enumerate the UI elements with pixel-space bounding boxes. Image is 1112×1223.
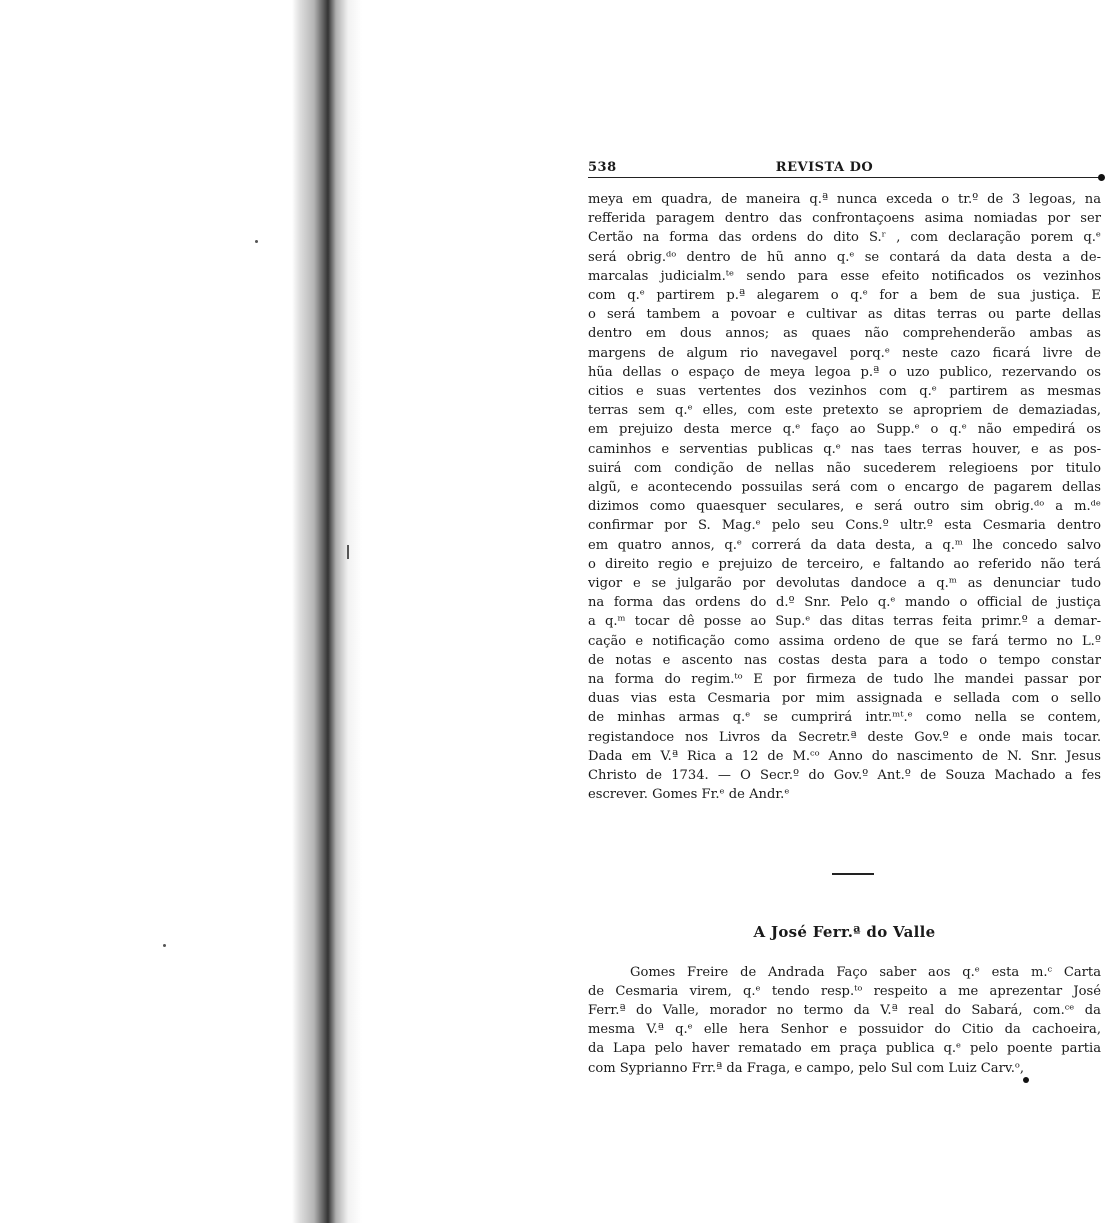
section-heading: A José Ferr.ª do Valle [753, 922, 936, 941]
text-line: hũa dellas o espaço de meya legoa p.ª o uzo publico, rezervando os [588, 364, 1101, 380]
text-line: caminhos e serventias publicas q.ᵉ nas taes terras houver, e as pos- [588, 441, 1101, 457]
text-line: Certão na forma das ordens do dito S.ʳ , com declaração porem q.ᵉ [588, 230, 1101, 246]
text-line: na forma do regim.ᵗᵒ E por firmeza de tudo lhe mandei passar por [588, 672, 1101, 688]
text-line: terras sem q.ᵉ elles, com este pretexto se apropriem de demaziadas, [588, 403, 1101, 419]
text-line: marcalas judicialm.ᵗᵉ sendo para esse efeito notificados os vezinhos [588, 268, 1101, 284]
running-title: REVISTA DO [775, 160, 874, 175]
text-line: da Lapa pelo haver rematado em praça publica q.ᵉ pelo poente partia [588, 1041, 1101, 1057]
text-line: mesma V.ª q.ᵉ elle hera Senhor e possuidor do Citio da cachoeira, [588, 1022, 1101, 1038]
text-line: Dada em V.ª Rica a 12 de M.ᶜᵒ Anno do nascimento de N. Snr. Jesus [588, 748, 1101, 764]
text-line: o será tambem a povoar e cultivar as ditas terras ou parte dellas [588, 307, 1101, 323]
binding-shadow [292, 0, 362, 1223]
text-line: Ferr.ª do Valle, morador no termo da V.ª real do Sabará, com.ᶜᵉ da [588, 1002, 1101, 1018]
book-page [588, 160, 1101, 1078]
text-line: dentro em dous annos; as quaes não comprehenderão ambas as [588, 326, 1101, 342]
text-line: Christo de 1734. — O Secr.º do Gov.º Ant.º de Souza Machado a fes [588, 768, 1101, 784]
body-paragraph [588, 190, 1101, 805]
text-line: com q.ᵉ partirem p.ª alegarem o q.ᵉ for a bem de sua justiça. E [588, 288, 1101, 304]
text-line: meya em quadra, de maneira q.ª nunca exceda o tr.º de 3 legoas, na [588, 192, 1101, 207]
scan-speck [163, 944, 166, 947]
text-line: na forma das ordens do d.º Snr. Pelo q.ᵉ mando o official de justiça [588, 595, 1101, 611]
text-line: dizimos como quaesquer seculares, e será outro sim obrig.ᵈᵒ a m.ᵈᵉ [588, 499, 1101, 515]
text-line: refferida paragem dentro das confrontaçoens asima nomiadas por ser [588, 211, 1101, 227]
text-line: em quatro annos, q.ᵉ correrá da data desta, a q.ᵐ lhe concedo salvo [588, 537, 1101, 553]
text-line: com Syprianno Frr.ª da Fraga, e campo, pelo Sul com Luiz Carv.ᵒ, [588, 1060, 1025, 1076]
text-line: cação e notificação como assima ordeno de que se fará termo no L.º [588, 633, 1101, 649]
section-paragraph [588, 963, 1101, 1078]
page-ink-dot [1023, 1077, 1029, 1083]
text-line: em prejuizo desta merce q.ᵉ faço ao Supp.ᵉ o q.ᵉ não empedirá os [588, 422, 1101, 438]
scan-speck [255, 240, 258, 243]
text-line: citios e suas vertentes dos vezinhos com q.ᵉ partirem as mesmas [588, 384, 1101, 400]
text-line: algũ, e acontecendo possuilas será com o encargo de pagarem dellas [588, 480, 1101, 496]
page-number: 538 [588, 160, 617, 175]
text-line: escrever. Gomes Fr.ᵉ de Andr.ᵉ [588, 787, 790, 803]
text-line: margens de algum rio navegavel porq.ᵉ neste cazo ficará livre de [588, 345, 1101, 361]
text-line: Gomes Freire de Andrada Faço saber aos q.ᵉ esta m.ᶜ Carta [630, 964, 1101, 980]
text-line: duas vias esta Cesmaria por mim assignada e sellada com o sello [588, 691, 1101, 707]
text-line: será obrig.ᵈᵒ dentro de hũ anno q.ᵉ se contará da data desta a de- [588, 249, 1101, 265]
text-line: a q.ᵐ tocar dê posse ao Sup.ᵉ das ditas terras feita primr.º a demar- [588, 614, 1101, 630]
text-line: suirá com condição de nellas não sucederem relegioens por titulo [588, 460, 1101, 476]
header-rule-end-dot [1098, 174, 1105, 181]
text-line: de notas e ascento nas costas desta para a todo o tempo constar [588, 652, 1101, 668]
text-line: registandoce nos Livros da Secretr.ª deste Gov.º e onde mais tocar. [588, 729, 1101, 745]
text-line: o direito regio e prejuizo de terceiro, e faltando ao referido não terá [588, 556, 1101, 572]
text-line: vigor e se julgarão por devolutas dandoce a q.ᵐ as denunciar tudo [588, 576, 1101, 592]
section-separator [832, 873, 874, 875]
text-line: de Cesmaria virem, q.ᵉ tendo resp.ᵗᵒ respeito a me aprezentar José [588, 983, 1101, 999]
text-line: confirmar por S. Mag.ᵉ pelo seu Cons.º ultr.º esta Cesmaria dentro [588, 518, 1101, 534]
scan-speck [347, 545, 349, 559]
page-header [588, 160, 1101, 178]
text-line: de minhas armas q.ᵉ se cumprirá intr.ᵐᵗ.ᵉ como nella se contem, [588, 710, 1101, 726]
